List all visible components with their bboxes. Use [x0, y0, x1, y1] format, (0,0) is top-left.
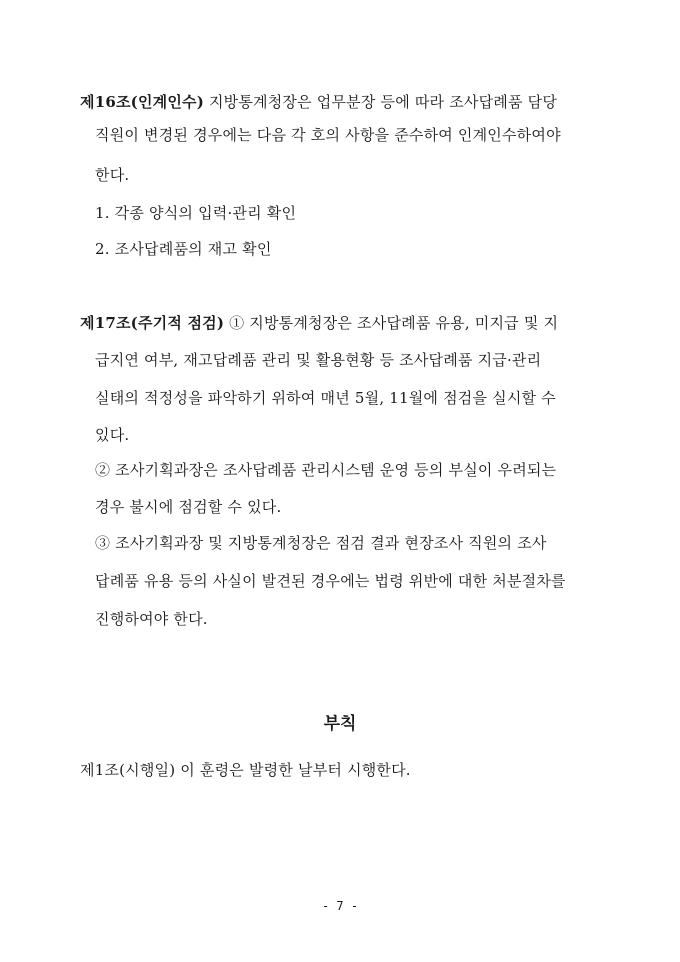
article-16-text-line-2: 직원이 변경된 경우에는 다음 각 호의 사항을 준수하여 인계인수하여야: [95, 126, 561, 144]
article-16-heading: 제16조(인계인수): [80, 93, 205, 111]
article-17-para-1-line-4: 있다.: [95, 426, 130, 444]
article-16-item-1: 1. 각종 양식의 입력·관리 확인: [95, 204, 297, 222]
article-16-text-line-1: 지방통계청장은 업무분장 등에 따라 조사답례품 담당: [204, 93, 558, 111]
article-17-para-2-line-2: 경우 불시에 점검할 수 있다.: [95, 498, 282, 516]
appendix-article-1: 제1조(시행일) 이 훈령은 발령한 날부터 시행한다.: [80, 761, 411, 779]
article-17-para-1-line-1: ① 지방통계청장은 조사답례품 유용, 미지급 및 지: [224, 314, 559, 332]
article-17-para-3-line-1: ③ 조사기획과장 및 지방통계청장은 점검 결과 현장조사 직원의 조사: [95, 534, 547, 552]
article-17-first-line: [80, 313, 558, 333]
article-17-heading: 제17조(주기적 점검): [80, 314, 225, 332]
appendix-title: 부칙: [323, 714, 357, 734]
article-17-para-1-line-2: 급지연 여부, 재고답례품 관리 및 활용현황 등 조사답례품 지급·관리: [95, 351, 542, 369]
article-16-item-2: 2. 조사답례품의 재고 확인: [95, 240, 272, 258]
article-17-para-3-line-3: 진행하여야 한다.: [95, 610, 208, 628]
article-16-text-line-3: 한다.: [95, 166, 130, 184]
article-17-para-2-line-1: ② 조사기획과장은 조사답례품 관리시스템 운영 등의 부실이 우려되는: [95, 461, 557, 479]
page-number: - 7 -: [321, 899, 359, 913]
article-17-para-3-line-2: 답례품 유용 등의 사실이 발견된 경우에는 법령 위반에 대한 처분절차를: [95, 572, 566, 590]
article-17-para-1-line-3: 실태의 적정성을 파악하기 위하여 매년 5월, 11월에 점검을 실시할 수: [95, 389, 556, 407]
article-16-first-line: [80, 92, 557, 112]
